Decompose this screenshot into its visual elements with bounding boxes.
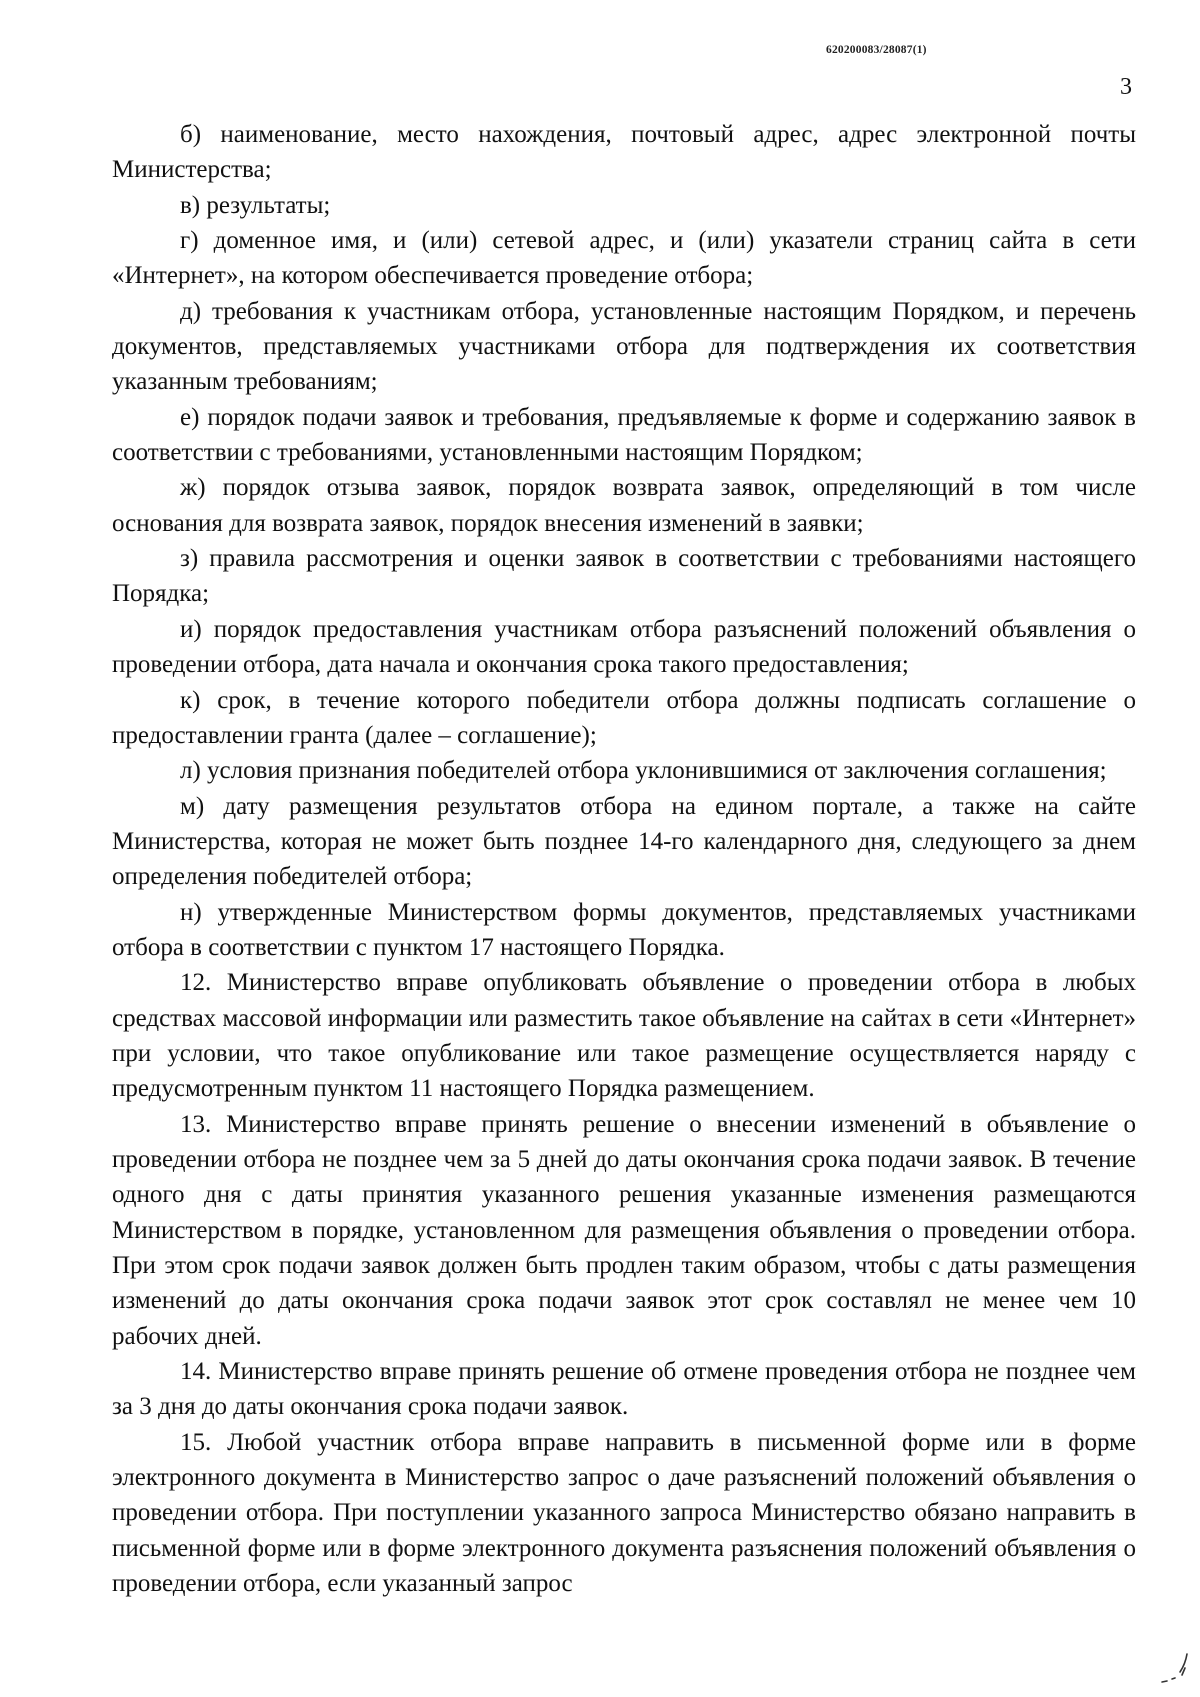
handwritten-mark-icon bbox=[1158, 1648, 1192, 1686]
document-id: 620200083/28087(1) bbox=[826, 44, 927, 56]
list-item-b: б) наименование, место нахождения, почтовый адрес, адрес электронной почты Министерства; bbox=[112, 121, 1136, 184]
clause-15: 15. Любой участник отбора вправе направить в письменной форме или в форме электронного документа в Министерство запрос о даче разъяснений положений объявления о проведении отбора. При поступлении указанного запроса Министерство обязано направить в письменной форме или в форме электронного документа разъяснения положений объявления о проведении отбора, если указанный запрос bbox=[112, 1428, 1136, 1598]
list-item-k: к) срок, в течение которого победители отбора должны подписать соглашение о предоставлении гранта (далее – соглашение); bbox=[112, 686, 1136, 749]
list-item-zh: ж) порядок отзыва заявок, порядок возврата заявок, определяющий в том числе основания для возврата заявок, порядок внесения изменений в заявки; bbox=[112, 474, 1136, 537]
list-item-g: г) доменное имя, и (или) сетевой адрес, и (или) указатели страниц сайта в сети «Интернет», на котором обеспечивается проведение отбора; bbox=[112, 227, 1136, 290]
list-item-i: и) порядок предоставления участникам отбора разъяснений положений объявления о проведении отбора, дата начала и окончания срока такого предоставления; bbox=[112, 615, 1136, 679]
list-item-m: м) дату размещения результатов отбора на едином портале, а также на сайте Министерства, которая не может быть позднее 14-го календарного дня, следующего за днем определения победителей отбора; bbox=[112, 792, 1136, 891]
clause-13: 13. Министерство вправе принять решение о внесении изменений в объявление о проведении отбора не позднее чем за 5 дней до даты окончания срока подачи заявок. В течение одного дня с даты принятия указанного решения указанные изменения размещаются Министерством в порядке, установленном для размещения объявления о проведении отбора. При этом срок подачи заявок должен быть продлен таким образом, чтобы с даты размещения изменений до даты окончания срока подачи заявок этот срок составлял не менее чем 10 рабочих дней. bbox=[112, 1110, 1136, 1350]
list-item-n: н) утвержденные Министерством формы документов, представляемых участниками отбора в соответствии с пунктом 17 настоящего Порядка. bbox=[112, 898, 1136, 961]
list-item-d: д) требования к участникам отбора, установленные настоящим Порядком, и перечень документов, представляемых участниками отбора для подтверждения их соответствия указанным требованиям; bbox=[112, 297, 1136, 396]
list-item-e: е) порядок подачи заявок и требования, предъявляемые к форме и содержанию заявок в соответствии с требованиями, установленными настоящим Порядком; bbox=[112, 403, 1136, 467]
page-number: 3 bbox=[1120, 74, 1132, 100]
list-item-l: л) условия признания победителей отбора уклонившимися от заключения соглашения; bbox=[180, 757, 1107, 785]
document-body bbox=[112, 117, 1136, 1601]
clause-14: 14. Министерство вправе принять решение об отмене проведения отбора не позднее чем за 3 дня до даты окончания срока подачи заявок. bbox=[112, 1358, 1136, 1421]
list-item-z: з) правила рассмотрения и оценки заявок в соответствии с требованиями настоящего Порядка; bbox=[112, 545, 1136, 608]
clause-12: 12. Министерство вправе опубликовать объявление о проведении отбора в любых средствах массовой информации или разместить такое объявление на сайтах в сети «Интернет» при условии, что такое опубликование или такое размещение осуществляется наряду с предусмотренным пунктом 11 настоящего Порядка размещением. bbox=[112, 969, 1136, 1103]
list-item-v: в) результаты; bbox=[180, 191, 331, 219]
